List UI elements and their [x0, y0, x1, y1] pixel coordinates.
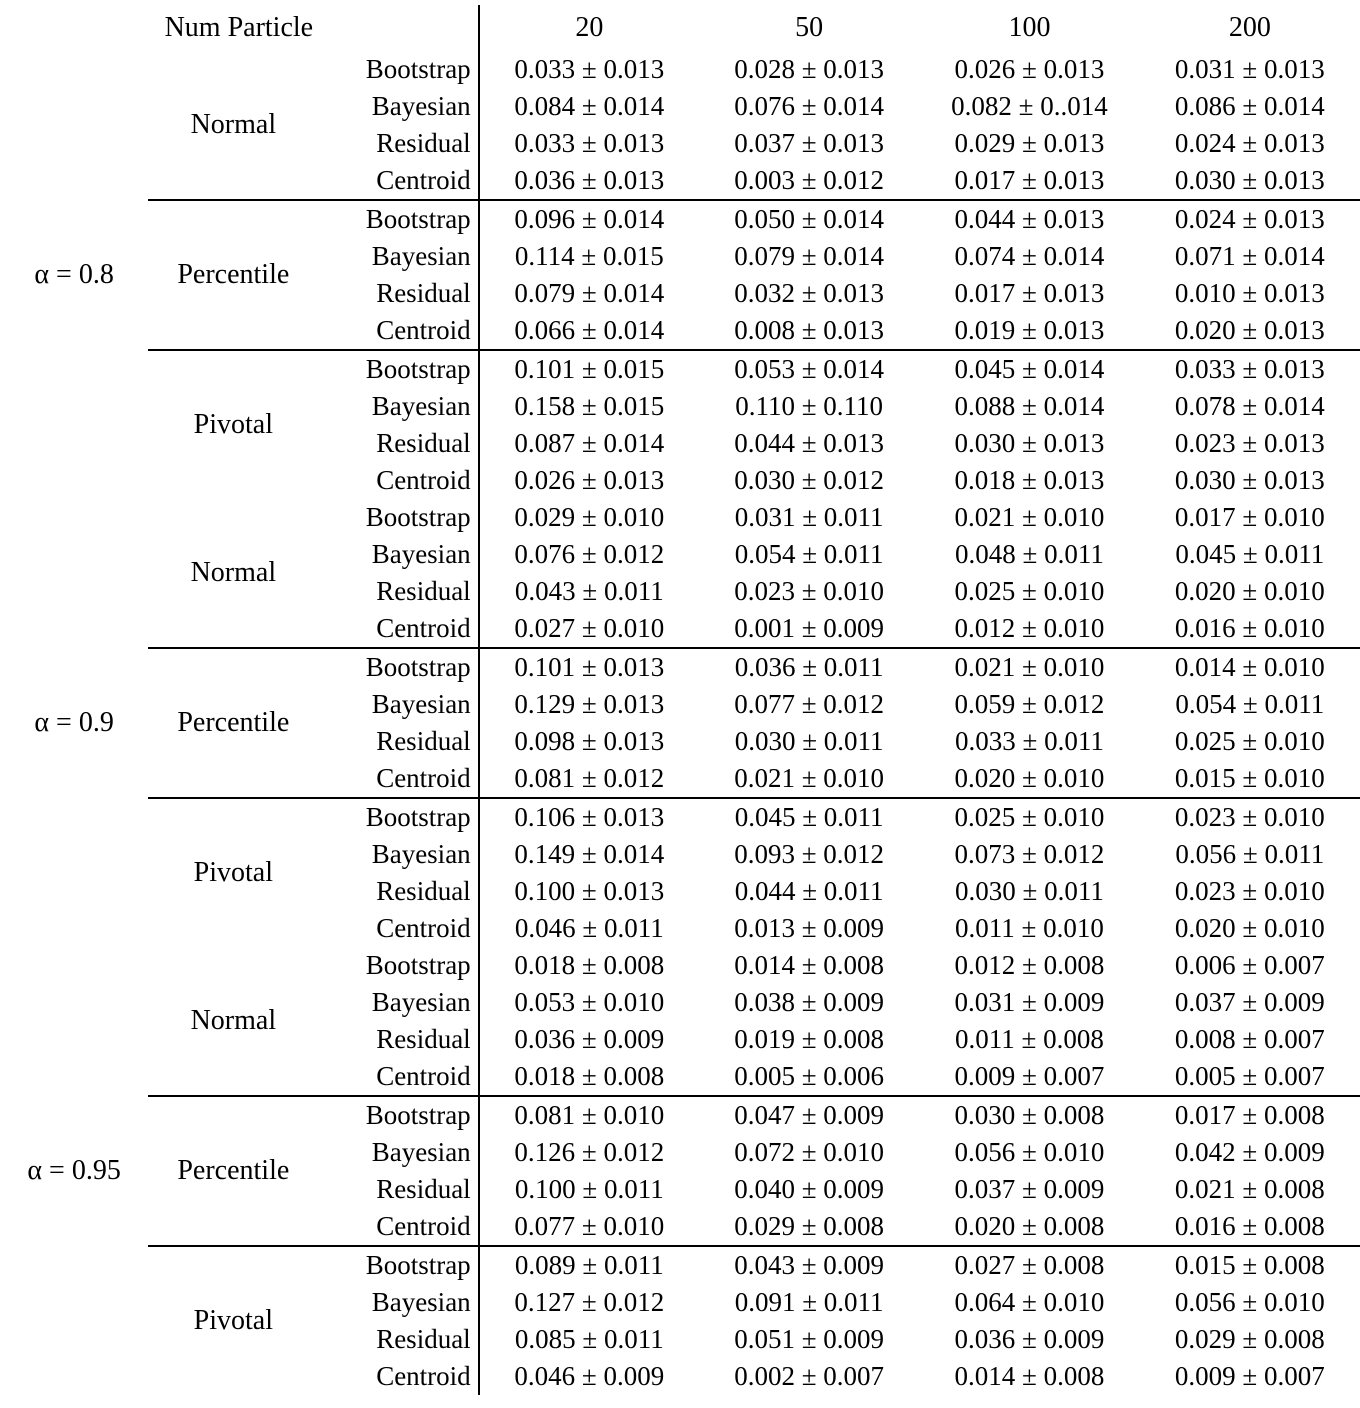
- result-cell: 0.078 ± 0.014: [1174, 391, 1325, 421]
- alpha-label: α = 0.95: [27, 1155, 121, 1186]
- result-cell: 0.014 ± 0.008: [734, 950, 885, 980]
- result-cell: 0.088 ± 0.014: [954, 391, 1105, 421]
- interval-label: Normal: [190, 557, 277, 588]
- result-cell: 0.021 ± 0.010: [954, 502, 1105, 532]
- result-cell: 0.020 ± 0.010: [1174, 576, 1325, 606]
- result-cell: 0.037 ± 0.009: [1174, 987, 1325, 1017]
- result-cell: 0.037 ± 0.013: [734, 128, 885, 158]
- result-cell: 0.008 ± 0.013: [734, 315, 885, 345]
- result-cell: 0.048 ± 0.011: [955, 539, 1104, 569]
- result-cell: 0.072 ± 0.010: [734, 1137, 885, 1167]
- estimator-label: Centroid: [376, 165, 471, 195]
- result-cell: 0.043 ± 0.009: [699, 1246, 919, 1284]
- result-cell: 0.093 ± 0.012: [734, 839, 885, 869]
- result-cell: 0.043 ± 0.011: [479, 573, 699, 610]
- result-cell: 0.036 ± 0.013: [479, 162, 699, 200]
- result-cell: 0.036 ± 0.011: [699, 648, 919, 686]
- table-row: [0, 947, 1360, 984]
- estimator-label: Centroid: [376, 465, 471, 495]
- result-cell: 0.009 ± 0.007: [954, 1061, 1105, 1091]
- result-cell: 0.073 ± 0.012: [954, 839, 1105, 869]
- table-row: [0, 648, 1360, 686]
- result-cell: 0.029 ± 0.010: [479, 499, 699, 536]
- interval-label: Percentile: [148, 1096, 318, 1246]
- interval-label: Pivotal: [148, 350, 318, 499]
- result-cell: 0.026 ± 0.013: [479, 462, 699, 499]
- table-row: [0, 1096, 1360, 1134]
- table-row: [0, 51, 1360, 88]
- result-cell: 0.098 ± 0.013: [479, 723, 699, 760]
- result-cell: 0.013 ± 0.009: [734, 913, 885, 943]
- result-cell: 0.023 ± 0.010: [1174, 876, 1325, 906]
- table-header-row: [0, 5, 1360, 51]
- estimator-label: Bootstrap: [318, 648, 478, 686]
- result-cell: 0.003 ± 0.012: [734, 165, 885, 195]
- result-cell: 0.021 ± 0.008: [1174, 1174, 1325, 1204]
- result-cell: 0.085 ± 0.011: [479, 1321, 699, 1358]
- alpha-label: α = 0.8: [34, 259, 114, 290]
- estimator-label: Centroid: [376, 1061, 471, 1091]
- result-cell: 0.126 ± 0.012: [479, 1134, 699, 1171]
- estimator-label: Residual: [376, 128, 471, 158]
- result-cell: 0.030 ± 0.008: [919, 1096, 1139, 1134]
- result-cell: 0.017 ± 0.010: [1174, 502, 1325, 532]
- result-cell: 0.106 ± 0.013: [479, 798, 699, 836]
- result-cell: 0.025 ± 0.010: [919, 798, 1139, 836]
- result-cell: 0.076 ± 0.012: [479, 536, 699, 573]
- result-cell: 0.045 ± 0.011: [699, 798, 919, 836]
- estimator-label: Bayesian: [371, 391, 471, 421]
- result-cell: 0.009 ± 0.007: [1174, 1361, 1325, 1391]
- result-cell: 0.091 ± 0.011: [734, 1287, 884, 1317]
- result-cell: 0.101 ± 0.015: [479, 350, 699, 388]
- result-cell: 0.027 ± 0.008: [919, 1246, 1139, 1284]
- result-cell: 0.096 ± 0.014: [479, 200, 699, 238]
- result-cell: 0.030 ± 0.013: [1174, 465, 1325, 495]
- result-cell: 0.017 ± 0.008: [1140, 1096, 1360, 1134]
- estimator-label: Bayesian: [371, 91, 471, 121]
- result-cell: 0.053 ± 0.010: [479, 984, 699, 1021]
- result-cell: 0.086 ± 0.014: [1174, 91, 1325, 121]
- estimator-label: Residual: [376, 1024, 471, 1054]
- result-cell: 0.074 ± 0.014: [954, 241, 1105, 271]
- header-col-200: 200: [1228, 12, 1271, 43]
- estimator-label: Bootstrap: [365, 54, 471, 84]
- result-cell: 0.002 ± 0.007: [734, 1361, 885, 1391]
- estimator-label: Residual: [376, 1324, 471, 1354]
- result-cell: 0.089 ± 0.011: [479, 1246, 699, 1284]
- result-cell: 0.026 ± 0.013: [954, 54, 1105, 84]
- estimator-label: Bootstrap: [365, 950, 471, 980]
- estimator-label: Centroid: [376, 315, 471, 345]
- estimator-label: Centroid: [376, 613, 471, 643]
- result-cell: 0.005 ± 0.006: [734, 1061, 885, 1091]
- result-cell: 0.114 ± 0.015: [479, 238, 699, 275]
- result-cell: 0.030 ± 0.011: [734, 726, 884, 756]
- table-row: [0, 499, 1360, 536]
- result-cell: 0.020 ± 0.008: [954, 1211, 1105, 1241]
- result-cell: 0.129 ± 0.013: [479, 686, 699, 723]
- result-cell: 0.030 ± 0.012: [734, 465, 885, 495]
- result-cell: 0.024 ± 0.013: [1174, 128, 1325, 158]
- result-cell: 0.021 ± 0.010: [734, 763, 885, 793]
- result-cell: 0.019 ± 0.013: [954, 315, 1105, 345]
- result-cell: 0.033 ± 0.013: [479, 125, 699, 162]
- result-cell: 0.030 ± 0.011: [955, 876, 1104, 906]
- interval-label: Normal: [190, 1005, 277, 1036]
- result-cell: 0.011 ± 0.008: [955, 1024, 1104, 1054]
- result-cell: 0.014 ± 0.010: [1140, 648, 1360, 686]
- result-cell: 0.033 ± 0.011: [955, 726, 1104, 756]
- result-cell: 0.008 ± 0.007: [1174, 1024, 1325, 1054]
- result-cell: 0.079 ± 0.014: [479, 275, 699, 312]
- table-row: [0, 200, 1360, 238]
- estimator-label: Residual: [376, 576, 471, 606]
- result-cell: 0.059 ± 0.012: [954, 689, 1105, 719]
- result-cell: 0.017 ± 0.013: [954, 165, 1105, 195]
- result-cell: 0.031 ± 0.011: [734, 502, 884, 532]
- result-cell: 0.071 ± 0.014: [1174, 241, 1325, 271]
- result-cell: 0.047 ± 0.009: [699, 1096, 919, 1134]
- result-cell: 0.012 ± 0.010: [954, 613, 1105, 643]
- estimator-label: Centroid: [376, 913, 471, 943]
- result-cell: 0.077 ± 0.012: [734, 689, 885, 719]
- result-cell: 0.032 ± 0.013: [734, 278, 885, 308]
- estimator-label: Bootstrap: [318, 798, 478, 836]
- result-cell: 0.001 ± 0.009: [734, 613, 885, 643]
- result-cell: 0.045 ± 0.011: [1175, 539, 1325, 569]
- estimator-label: Bayesian: [371, 1137, 471, 1167]
- alpha-label: α = 0.9: [34, 707, 114, 738]
- result-cell: 0.051 ± 0.009: [734, 1324, 885, 1354]
- estimator-label: Bootstrap: [318, 1246, 478, 1284]
- estimator-label: Bayesian: [371, 839, 471, 869]
- result-cell: 0.076 ± 0.014: [734, 91, 885, 121]
- interval-label: Pivotal: [148, 798, 318, 947]
- result-cell: 0.056 ± 0.010: [954, 1137, 1105, 1167]
- result-cell: 0.010 ± 0.013: [1174, 278, 1325, 308]
- result-cell: 0.029 ± 0.013: [954, 128, 1105, 158]
- table-row: [0, 350, 1360, 388]
- result-cell: 0.037 ± 0.009: [954, 1174, 1105, 1204]
- header-col-50: 50: [795, 12, 824, 43]
- interval-label: Percentile: [148, 648, 318, 798]
- table-row: [0, 1246, 1360, 1284]
- result-cell: 0.127 ± 0.012: [479, 1284, 699, 1321]
- result-cell: 0.040 ± 0.009: [734, 1174, 885, 1204]
- result-cell: 0.149 ± 0.014: [479, 836, 699, 873]
- result-cell: 0.050 ± 0.014: [699, 200, 919, 238]
- result-cell: 0.082 ± 0..014: [951, 91, 1108, 121]
- result-cell: 0.024 ± 0.013: [1140, 200, 1360, 238]
- estimator-label: Residual: [376, 428, 471, 458]
- result-cell: 0.033 ± 0.013: [479, 51, 699, 88]
- result-cell: 0.038 ± 0.009: [734, 987, 885, 1017]
- result-cell: 0.023 ± 0.010: [1140, 798, 1360, 836]
- result-cell: 0.044 ± 0.013: [734, 428, 885, 458]
- result-cell: 0.044 ± 0.011: [734, 876, 884, 906]
- estimator-label: Bayesian: [371, 987, 471, 1017]
- result-cell: 0.087 ± 0.014: [479, 425, 699, 462]
- estimator-label: Bayesian: [371, 689, 471, 719]
- result-cell: 0.045 ± 0.014: [919, 350, 1139, 388]
- result-cell: 0.015 ± 0.010: [1174, 763, 1325, 793]
- result-cell: 0.101 ± 0.013: [479, 648, 699, 686]
- result-cell: 0.027 ± 0.010: [479, 610, 699, 648]
- estimator-label: Bayesian: [371, 539, 471, 569]
- result-cell: 0.030 ± 0.013: [954, 428, 1105, 458]
- result-cell: 0.158 ± 0.015: [479, 388, 699, 425]
- result-cell: 0.029 ± 0.008: [1174, 1324, 1325, 1354]
- header-col-100: 100: [1008, 12, 1051, 43]
- result-cell: 0.077 ± 0.010: [479, 1208, 699, 1246]
- result-cell: 0.110 ± 0.110: [735, 391, 884, 421]
- header-col-20: 20: [479, 5, 699, 51]
- result-cell: 0.015 ± 0.008: [1140, 1246, 1360, 1284]
- result-cell: 0.054 ± 0.011: [734, 539, 884, 569]
- result-cell: 0.018 ± 0.013: [954, 465, 1105, 495]
- result-cell: 0.018 ± 0.008: [479, 1058, 699, 1096]
- estimator-label: Residual: [376, 1174, 471, 1204]
- result-cell: 0.044 ± 0.013: [919, 200, 1139, 238]
- result-cell: 0.016 ± 0.008: [1174, 1211, 1325, 1241]
- result-cell: 0.023 ± 0.010: [734, 576, 885, 606]
- result-cell: 0.042 ± 0.009: [1174, 1137, 1325, 1167]
- result-cell: 0.028 ± 0.013: [734, 54, 885, 84]
- estimator-label: Bootstrap: [365, 502, 471, 532]
- result-cell: 0.023 ± 0.013: [1174, 428, 1325, 458]
- result-cell: 0.006 ± 0.007: [1174, 950, 1325, 980]
- result-cell: 0.030 ± 0.013: [1174, 165, 1325, 195]
- result-cell: 0.100 ± 0.013: [479, 873, 699, 910]
- estimator-label: Residual: [376, 726, 471, 756]
- estimator-label: Centroid: [376, 1211, 471, 1241]
- result-cell: 0.046 ± 0.011: [479, 910, 699, 947]
- result-cell: 0.025 ± 0.010: [1174, 726, 1325, 756]
- header-num-particle: Num Particle: [164, 12, 314, 43]
- estimator-label: Bayesian: [371, 241, 471, 271]
- result-cell: 0.020 ± 0.010: [954, 763, 1105, 793]
- interval-label: Percentile: [148, 200, 318, 350]
- estimator-label: Centroid: [376, 763, 471, 793]
- result-cell: 0.017 ± 0.013: [954, 278, 1105, 308]
- table-row: [0, 798, 1360, 836]
- bottom-rule: [0, 1395, 1360, 1400]
- estimator-label: Residual: [376, 278, 471, 308]
- result-cell: 0.054 ± 0.011: [1175, 689, 1325, 719]
- result-cell: 0.081 ± 0.012: [479, 760, 699, 798]
- result-cell: 0.084 ± 0.014: [479, 88, 699, 125]
- estimator-label: Bootstrap: [318, 350, 478, 388]
- result-cell: 0.012 ± 0.008: [954, 950, 1105, 980]
- result-cell: 0.066 ± 0.014: [479, 312, 699, 350]
- result-cell: 0.005 ± 0.007: [1174, 1061, 1325, 1091]
- estimator-label: Bayesian: [371, 1287, 471, 1317]
- result-cell: 0.036 ± 0.009: [479, 1021, 699, 1058]
- result-cell: 0.046 ± 0.009: [479, 1358, 699, 1395]
- result-cell: 0.021 ± 0.010: [919, 648, 1139, 686]
- result-cell: 0.014 ± 0.008: [954, 1361, 1105, 1391]
- estimator-label: Bootstrap: [318, 1096, 478, 1134]
- interval-label: Pivotal: [148, 1246, 318, 1395]
- estimator-label: Centroid: [376, 1361, 471, 1391]
- result-cell: 0.019 ± 0.008: [734, 1024, 885, 1054]
- result-cell: 0.081 ± 0.010: [479, 1096, 699, 1134]
- result-cell: 0.031 ± 0.013: [1174, 54, 1325, 84]
- result-cell: 0.020 ± 0.010: [1174, 913, 1325, 943]
- interval-label: Normal: [190, 109, 277, 140]
- result-cell: 0.053 ± 0.014: [699, 350, 919, 388]
- result-cell: 0.033 ± 0.013: [1140, 350, 1360, 388]
- result-cell: 0.056 ± 0.011: [1175, 839, 1325, 869]
- result-cell: 0.036 ± 0.009: [954, 1324, 1105, 1354]
- result-cell: 0.064 ± 0.010: [954, 1287, 1105, 1317]
- estimator-label: Residual: [376, 876, 471, 906]
- result-cell: 0.031 ± 0.009: [954, 987, 1105, 1017]
- result-cell: 0.056 ± 0.010: [1174, 1287, 1325, 1317]
- result-cell: 0.079 ± 0.014: [734, 241, 885, 271]
- result-cell: 0.018 ± 0.008: [479, 947, 699, 984]
- result-cell: 0.025 ± 0.010: [954, 576, 1105, 606]
- estimator-label: Bootstrap: [318, 200, 478, 238]
- result-cell: 0.016 ± 0.010: [1174, 613, 1325, 643]
- result-cell: 0.020 ± 0.013: [1174, 315, 1325, 345]
- result-cell: 0.029 ± 0.008: [734, 1211, 885, 1241]
- result-cell: 0.011 ± 0.010: [955, 913, 1104, 943]
- result-cell: 0.100 ± 0.011: [479, 1171, 699, 1208]
